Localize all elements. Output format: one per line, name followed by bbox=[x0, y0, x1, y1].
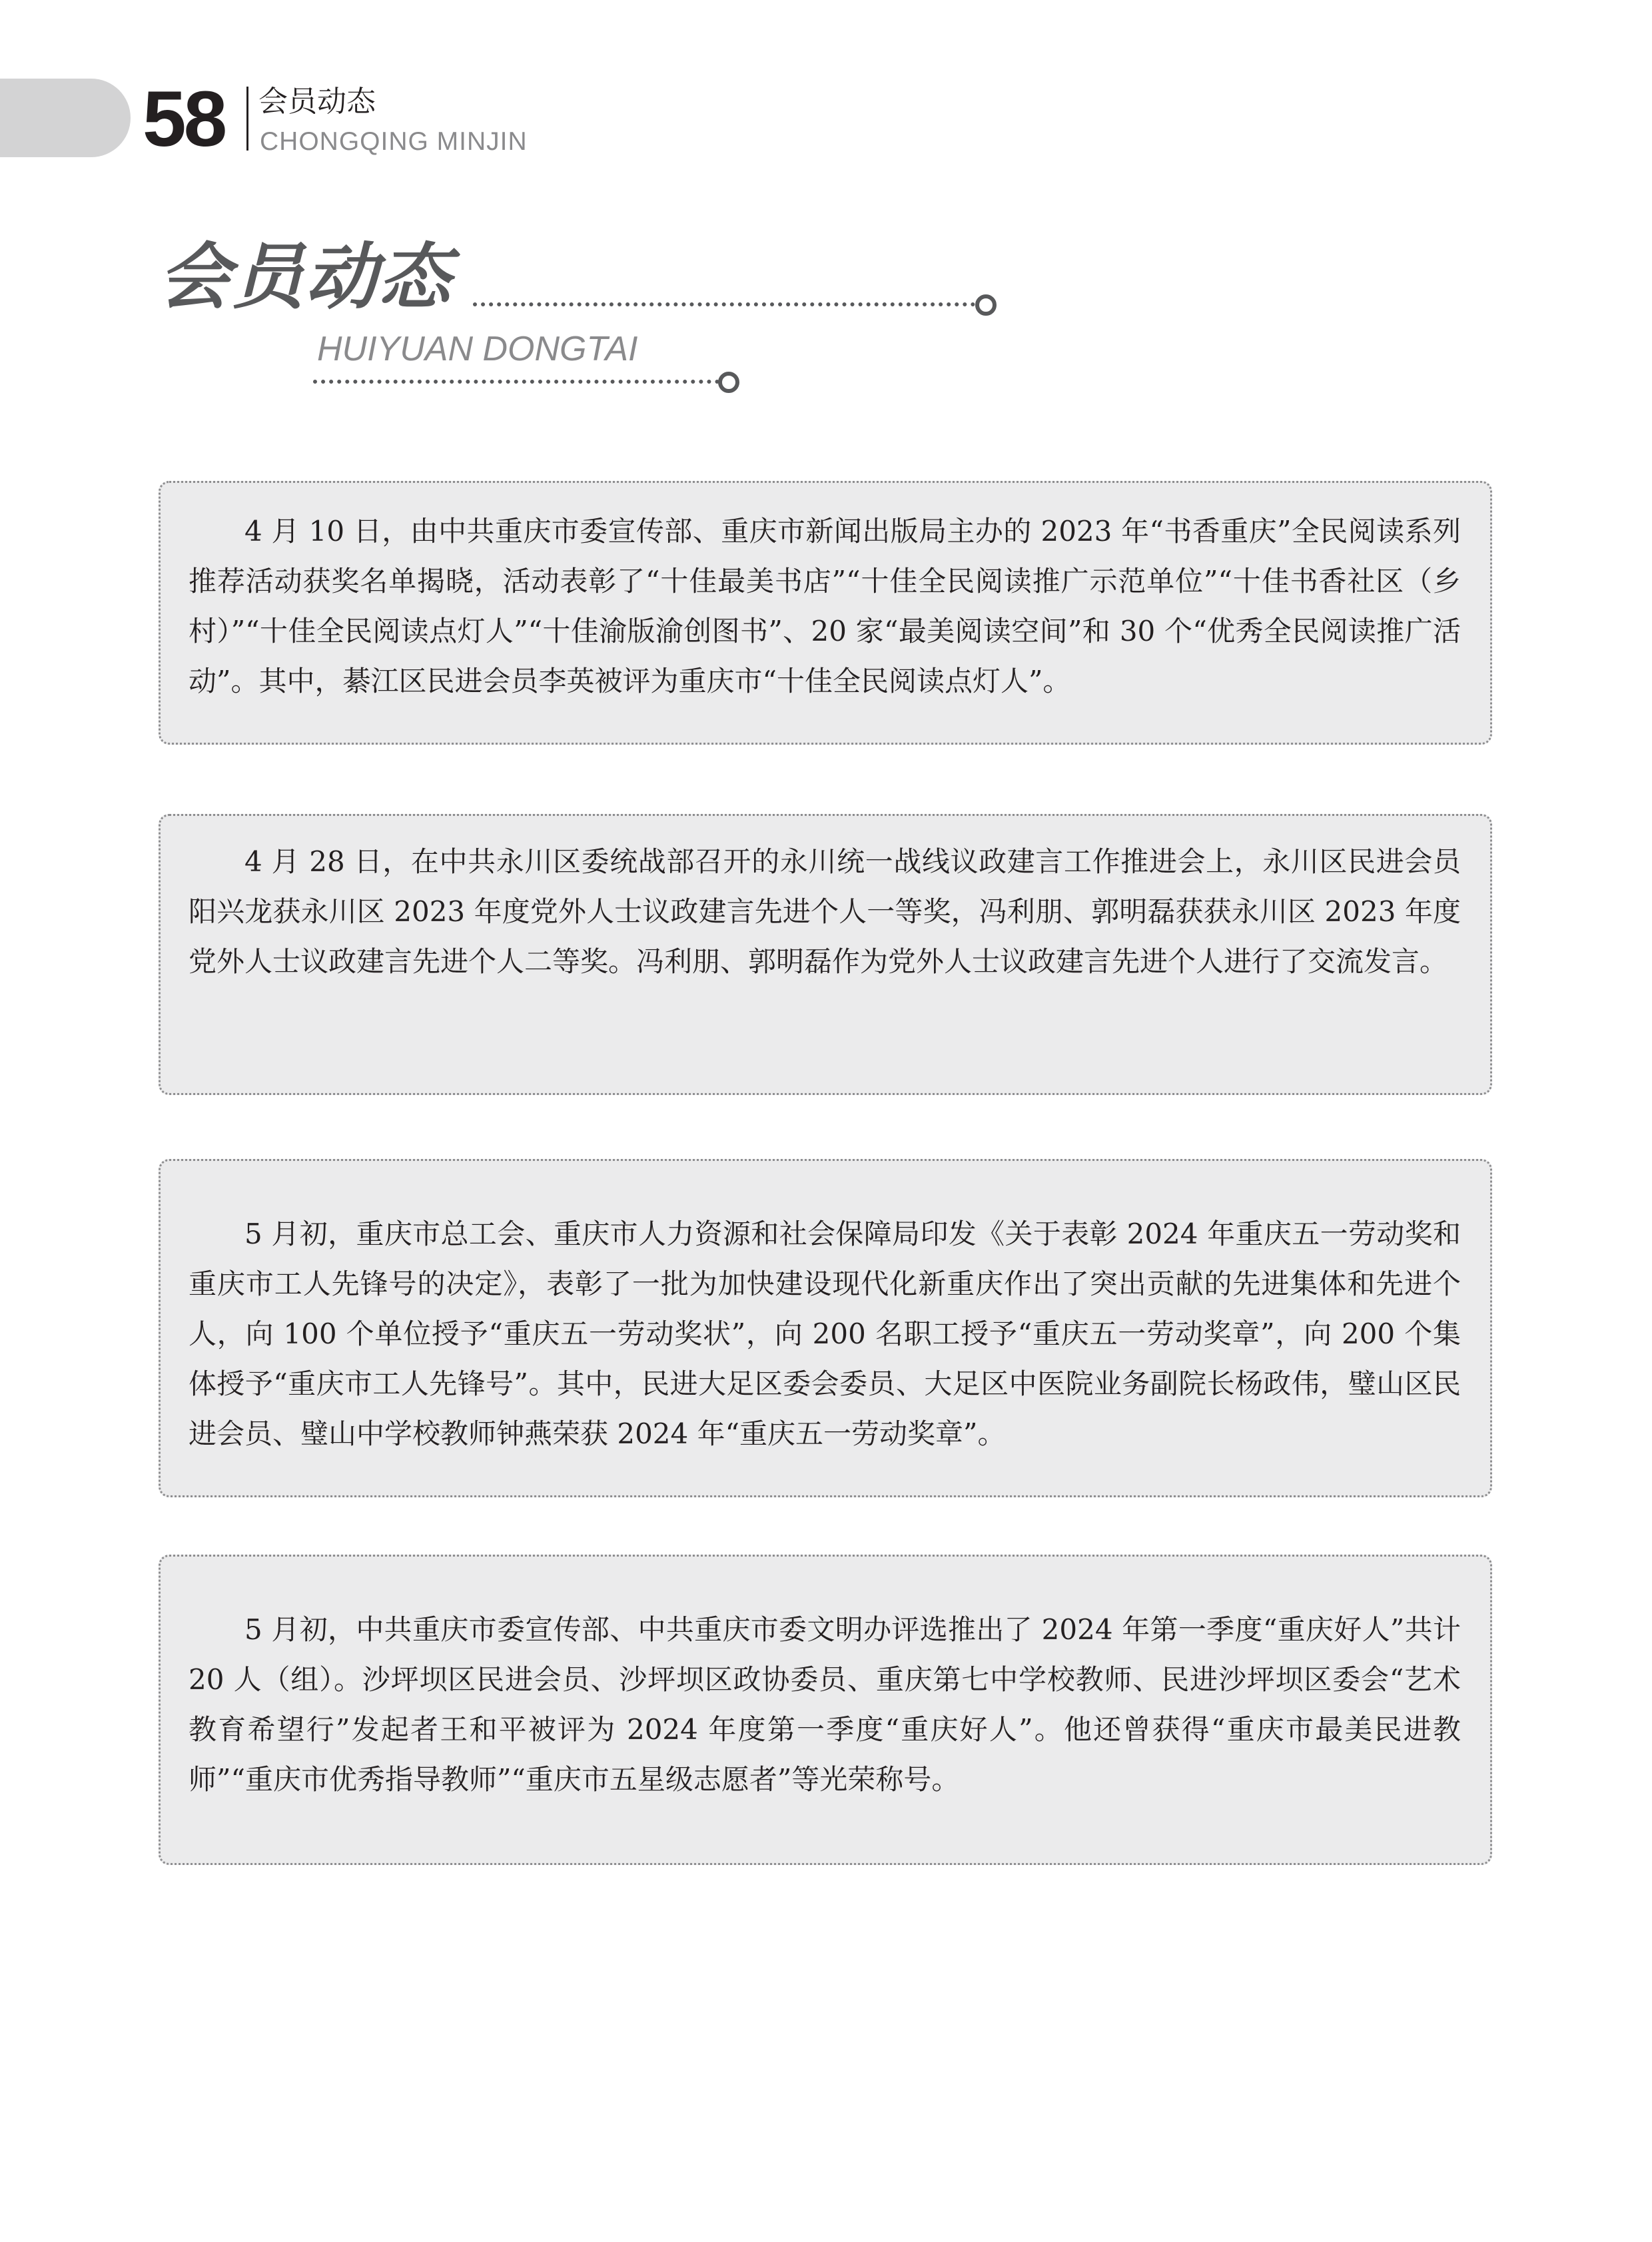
news-item-text: 4 月 10 日，由中共重庆市委宣传部、重庆市新闻出版局主办的 2023 年“书香重庆”全民阅读系列推荐活动获奖名单揭晓，活动表彰了“十佳最美书店”“十佳全民阅读推广示范单位”“十佳书香社区（乡村）”“十佳全民阅读点灯人”“十佳渝版渝创图书”、20 家“最美阅读空间”和 30 个“优秀全民阅读推广活动”。其中，綦江区民进会员李英被评为重庆市“十佳全民阅读点灯人”。 bbox=[189, 515, 1461, 697]
news-item-3 bbox=[159, 1159, 1492, 1497]
header-magazine-name: CHONGQING MINJIN bbox=[260, 127, 528, 156]
ring-marker-lower bbox=[718, 372, 739, 393]
news-item-text: 5 月初，重庆市总工会、重庆市人力资源和社会保障局印发《关于表彰 2024 年重庆五一劳动奖和重庆市工人先锋号的决定》，表彰了一批为加快建设现代化新重庆作出了突出贡献的先进集体和先进个人，向 100 个单位授予“重庆五一劳动奖状”，向 200 名职工授予“重庆五一劳动奖章”，向 200 个集体授予“重庆市工人先锋号”。其中，民进大足区委会委员、大足区中医院业务副院长杨政伟，璧山区民进会员、璧山中学校教师钟燕荣获 2024 年“重庆五一劳动奖章”。 bbox=[189, 1218, 1461, 1450]
header-tab bbox=[0, 79, 131, 157]
news-item-2 bbox=[159, 814, 1492, 1095]
header-divider bbox=[246, 87, 248, 151]
page-number: 58 bbox=[143, 75, 225, 163]
news-item-text: 4 月 28 日，在中共永川区委统战部召开的永川统一战线议政建言工作推进会上，永川区民进会员阳兴龙获永川区 2023 年度党外人士议政建言先进个人一等奖，冯利朋、郭明磊获获永川区 2023 年度党外人士议政建言先进个人二等奖。冯利朋、郭明磊作为党外人士议政建言先进个人进行了交流发言。 bbox=[189, 845, 1461, 978]
news-item-4 bbox=[159, 1555, 1492, 1865]
ring-marker-upper bbox=[975, 294, 997, 316]
news-item-text: 5 月初，中共重庆市委宣传部、中共重庆市委文明办评选推出了 2024 年第一季度“重庆好人”共计 20 人（组）。沙坪坝区民进会员、沙坪坝区政协委员、重庆第七中学校教师、民进沙坪坝区委会“艺术教育希望行”发起者王和平被评为 2024 年度第一季度“重庆好人”。他还曾获得“重庆市最美民进教师”“重庆市优秀指导教师”“重庆市五星级志愿者”等光荣称号。 bbox=[189, 1613, 1461, 1796]
column-pinyin: HUIYUAN DONGTAI bbox=[317, 330, 638, 368]
dotted-rule-upper bbox=[473, 302, 975, 306]
news-item-1 bbox=[159, 481, 1492, 745]
header-section-name: 会员动态 bbox=[258, 85, 376, 119]
dotted-rule-lower bbox=[313, 380, 719, 384]
column-title: 会员动态 bbox=[159, 236, 452, 319]
